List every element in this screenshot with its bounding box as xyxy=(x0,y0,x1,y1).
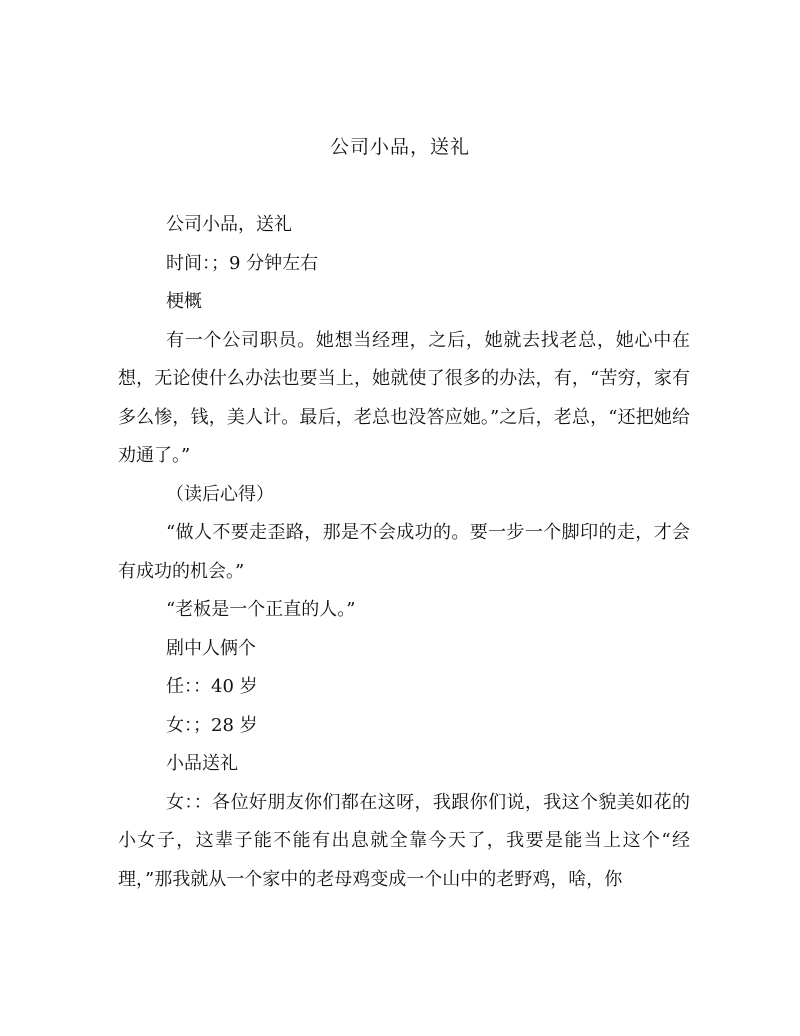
paragraph-synopsis: 有一个公司职员。她想当经理，之后，她就去找老总，她心中在想，无论使什么办法也要当上，她就使了很多的办法，有，“苦穷，家有多么惨，钱，美人计。最后，老总也没答应她。”之后，老总，“还把她给劝通了。” xyxy=(118,329,690,466)
paragraph-reflection-quote-2: “老板是一个正直的人。” xyxy=(166,599,356,620)
paragraph-reflection-quote-1: “做人不要走歪路，那是不会成功的。要一步一个脚印的走，才会有成功的机会。” xyxy=(118,522,690,582)
paragraph-cast-woman: 女：；28 岁 xyxy=(166,714,258,736)
paragraph-dialogue: 女：：各位好朋友你们都在这呀，我跟你们说，我这个貌美如花的小女子，这辈子能不能有出息就全靠今天了，我要是能当上这个“经理，”那我就从一个家中的老母鸡变成一个山中的老野鸡，啥，你 xyxy=(118,791,690,890)
paragraph-synopsis-heading: 梗概 xyxy=(166,291,202,312)
paragraph-skit-heading: 小品送礼 xyxy=(166,753,238,774)
paragraph-reflection-heading: （读后心得） xyxy=(166,483,274,505)
document-body xyxy=(118,206,690,899)
paragraph-time: 时间：；9 分钟左右 xyxy=(166,252,319,274)
paragraph-cast-heading: 剧中人俩个 xyxy=(166,637,256,659)
paragraph-subtitle: 公司小品，送礼 xyxy=(166,214,292,235)
document-title: 公司小品，送礼 xyxy=(329,136,470,158)
paragraph-cast-ren: 任：：40 岁 xyxy=(166,676,258,697)
